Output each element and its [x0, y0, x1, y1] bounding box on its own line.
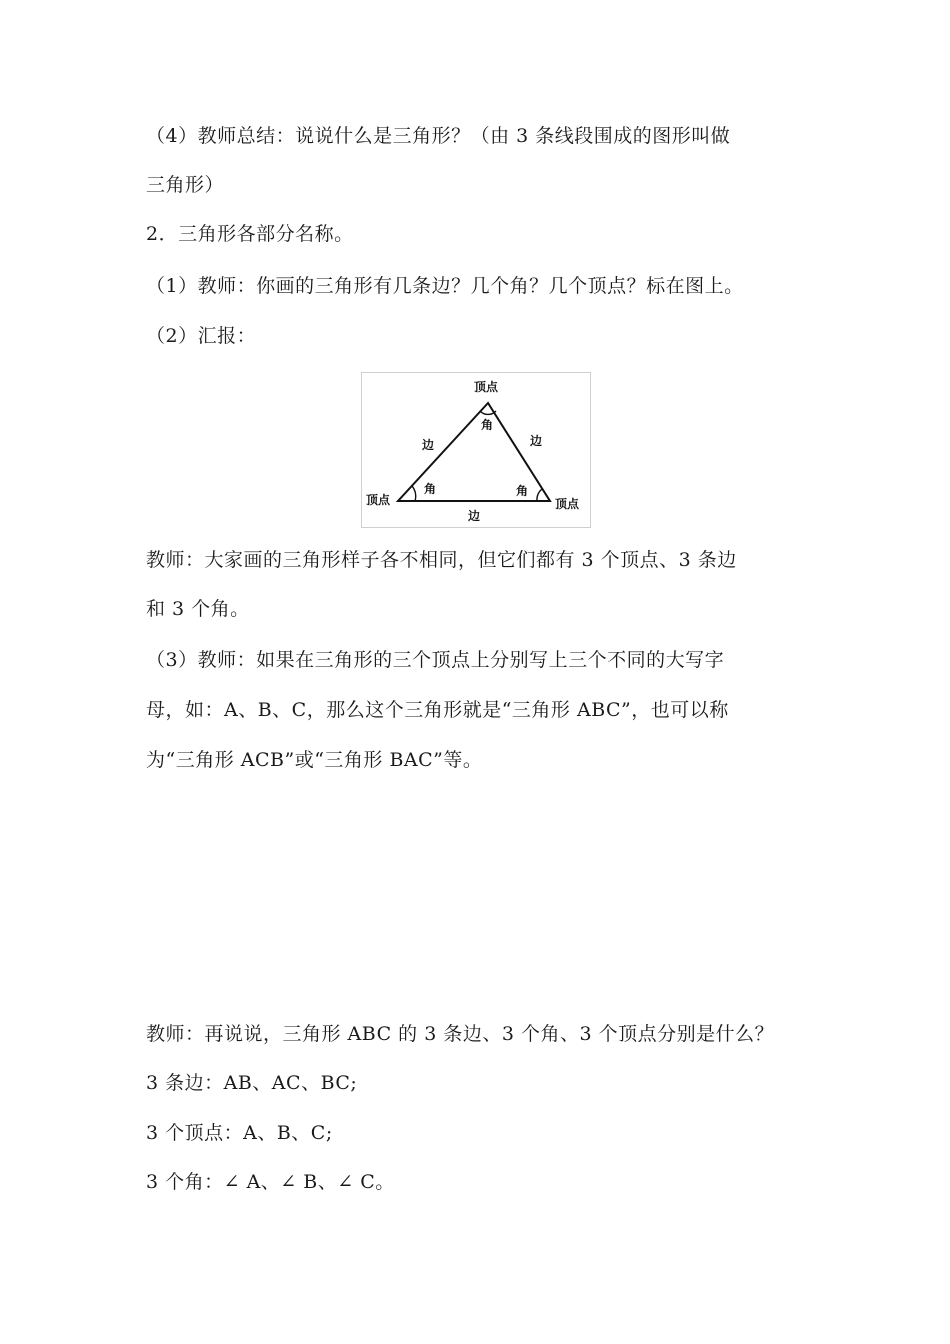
paragraph-common-line2: 和 3 个角。 — [146, 598, 250, 620]
paragraph-common-line1: 教师：大家画的三角形样子各不相同，但它们都有 3 个顶点、3 条边 — [146, 549, 737, 571]
left-angle-arc — [412, 486, 416, 501]
left-angle-label: 角 — [424, 482, 437, 496]
left-side-label: 边 — [422, 438, 435, 452]
triangle-figure — [361, 372, 591, 528]
paragraph-report: （2）汇报： — [146, 325, 257, 347]
answer-sides: 3 条边：AB、AC、BC; — [146, 1072, 358, 1094]
triangle-diagram — [362, 373, 590, 527]
answer-vertices: 3 个顶点：A、B、C; — [146, 1122, 333, 1144]
paragraph-naming-line1: （3）教师：如果在三角形的三个顶点上分别写上三个不同的大写字 — [146, 649, 725, 671]
paragraph-summary-line1: （4）教师总结：说说什么是三角形？（由 3 条线段围成的图形叫做 — [146, 125, 731, 147]
paragraph-review-question: 教师：再说说，三角形 ABC 的 3 条边、3 个角、3 个顶点分别是什么？ — [146, 1023, 775, 1045]
top-angle-label: 角 — [481, 418, 494, 432]
right-angle-arc — [537, 489, 542, 501]
section-heading-parts: 2．三角形各部分名称。 — [146, 223, 354, 245]
left-vertex-label: 顶点 — [366, 493, 391, 507]
paragraph-question: （1）教师：你画的三角形有几条边？几个角？几个顶点？标在图上。 — [146, 275, 744, 297]
right-vertex-label: 顶点 — [555, 497, 580, 511]
paragraph-summary-line2: 三角形） — [146, 174, 225, 196]
paragraph-naming-line2: 母，如：A、B、C，那么这个三角形就是“三角形 ABC”，也可以称 — [146, 699, 729, 721]
top-vertex-label: 顶点 — [474, 380, 499, 394]
bottom-side-label: 边 — [468, 509, 481, 523]
paragraph-naming-line3: 为“三角形 ACB”或“三角形 BAC”等。 — [146, 749, 483, 771]
answer-angles: 3 个角：∠ A、∠ B、∠ C。 — [146, 1171, 395, 1193]
right-angle-label: 角 — [516, 484, 529, 498]
right-side-label: 边 — [530, 434, 543, 448]
